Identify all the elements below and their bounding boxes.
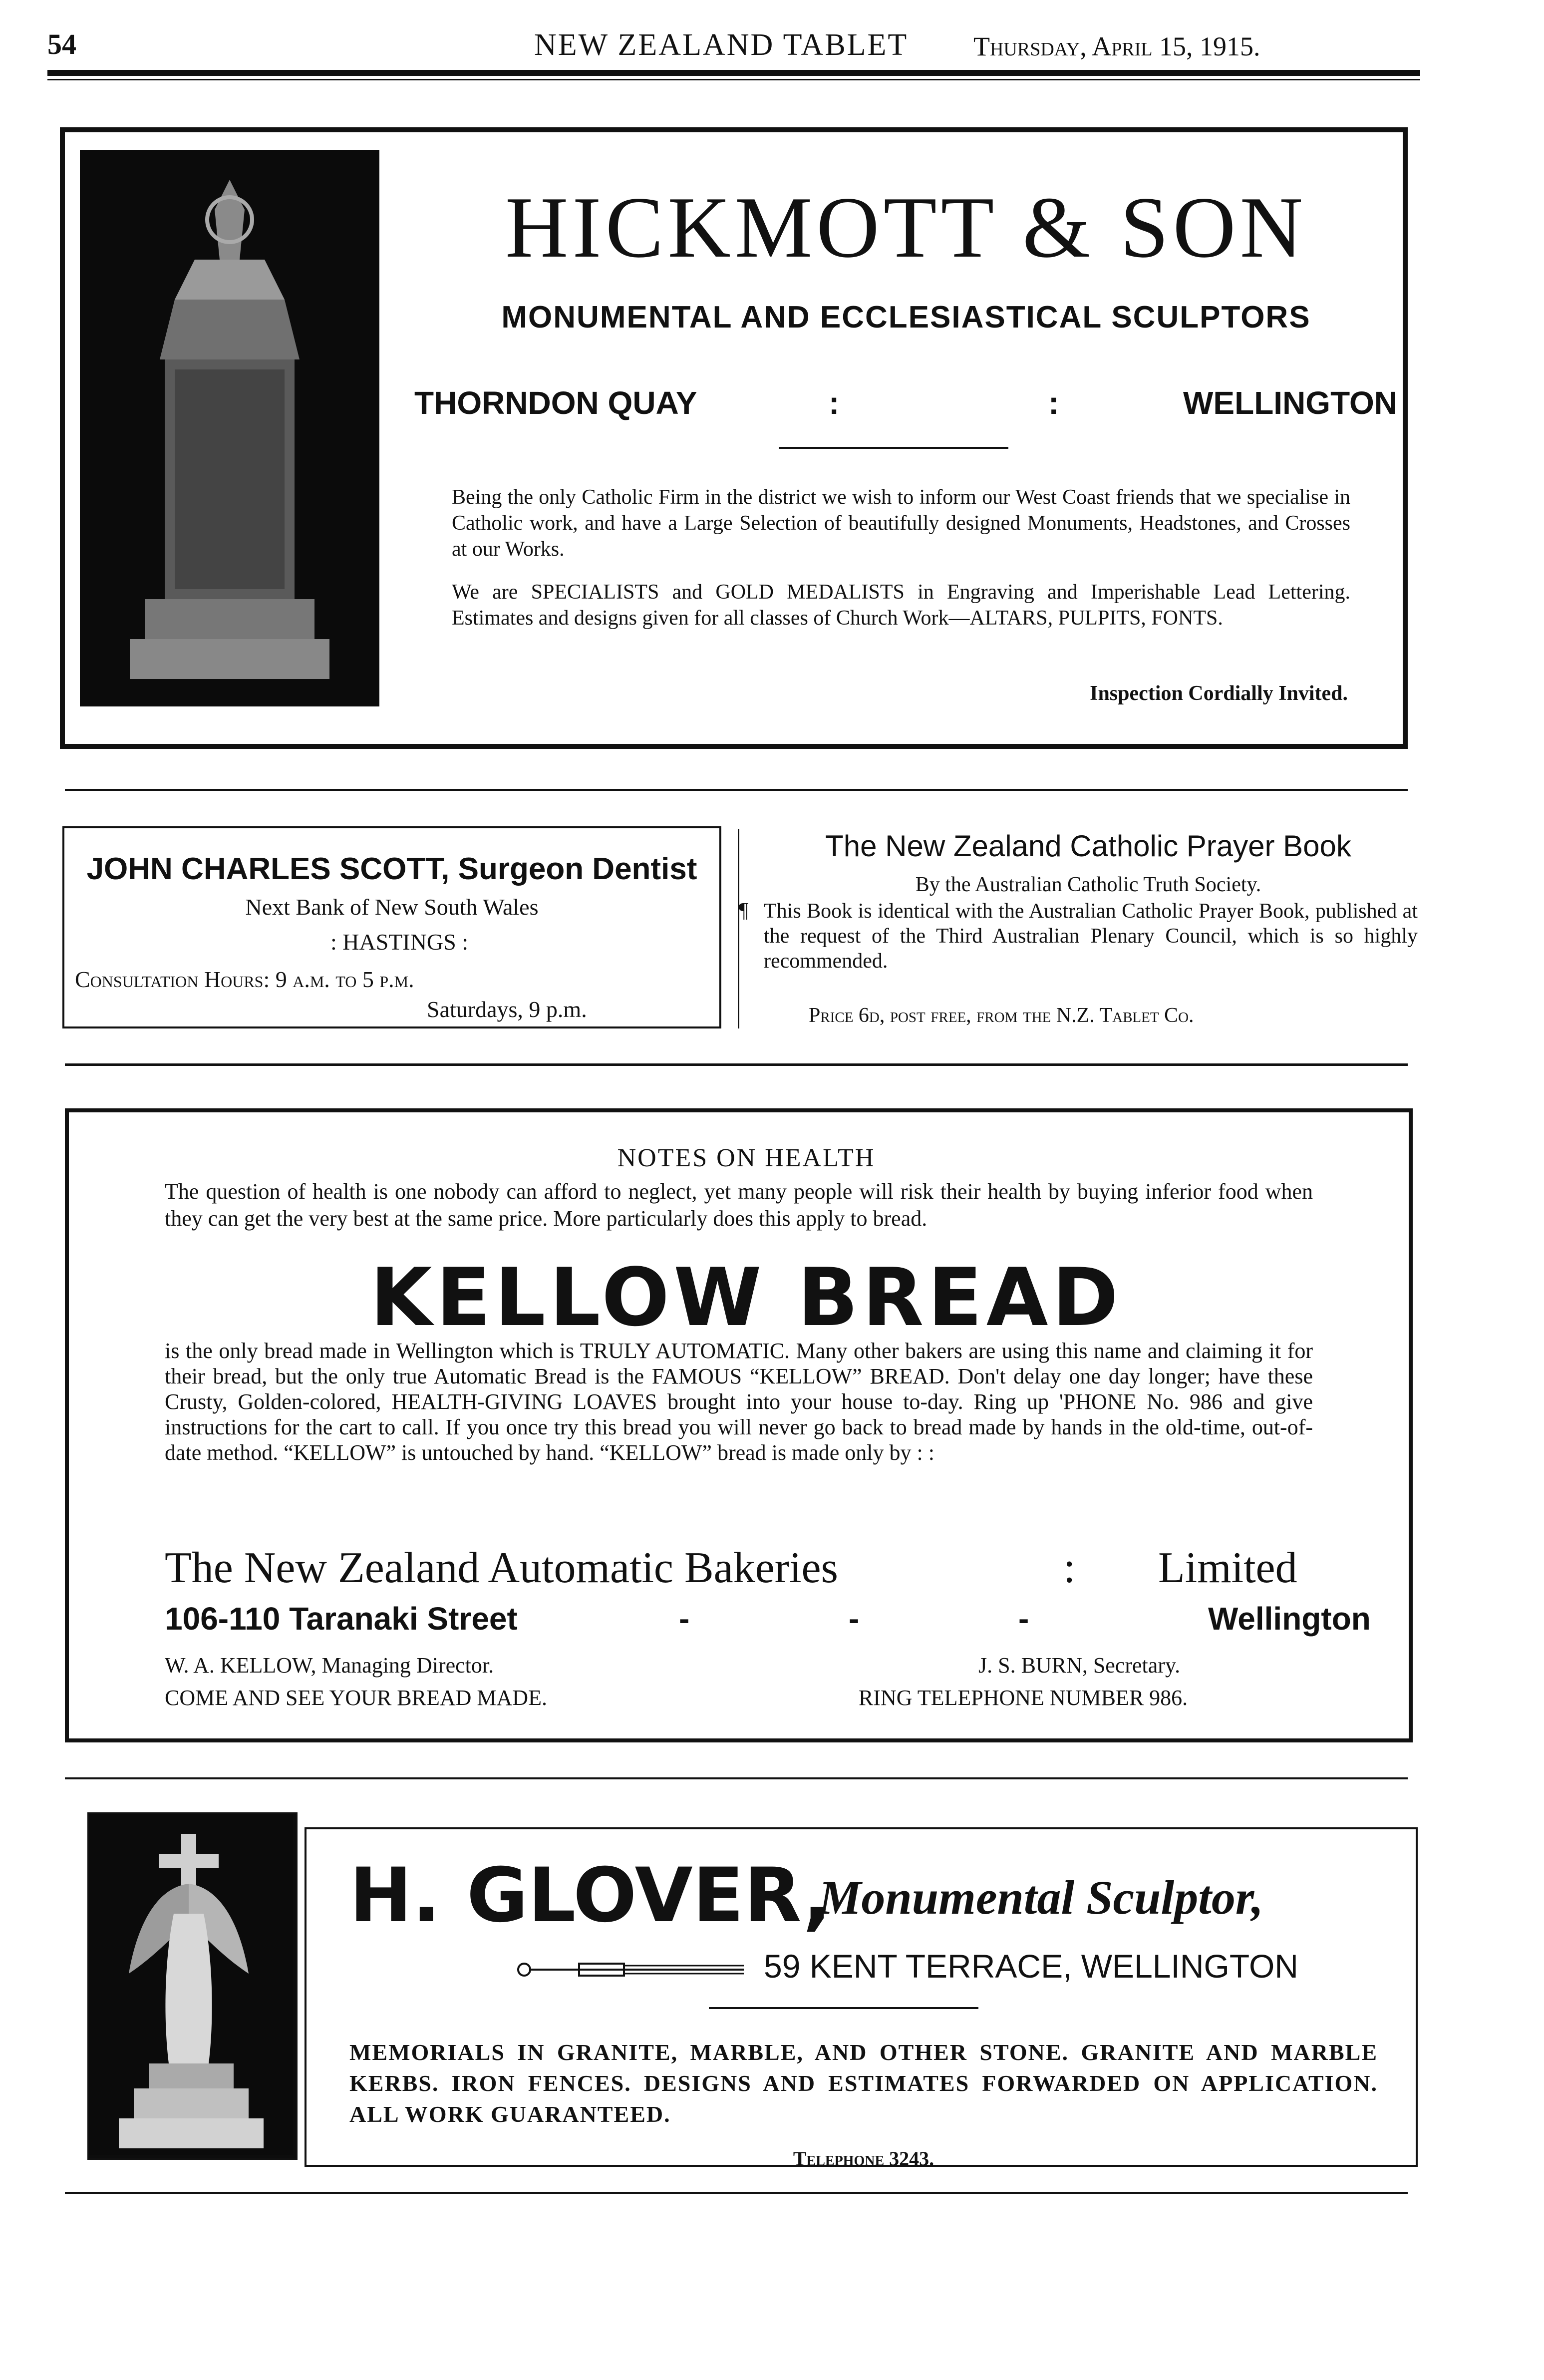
header-rule-thin	[47, 79, 1420, 80]
prayer-book-byline: By the Australian Catholic Truth Society.	[915, 873, 1261, 896]
pilcrow-icon: ¶	[739, 899, 749, 922]
hickmott-paragraph-1: Being the only Catholic Firm in the district we wish to inform our West Coast friends that we specialise in Catholic work, and have a Large Selection of beautifully designed Monuments, Headstones, and Crosses at our Works.	[452, 486, 1350, 561]
prayer-book-title: The New Zealand Catholic Prayer Book	[825, 829, 1351, 863]
divider	[779, 447, 1008, 449]
glover-address: 59 KENT TERRACE, WELLINGTON	[764, 1948, 1298, 1985]
kellow-telephone: RING TELEPHONE NUMBER 986.	[859, 1686, 1188, 1710]
kellow-street: 106-110 Taranaki Street	[165, 1601, 518, 1637]
kellow-dash: -	[1018, 1601, 1029, 1637]
section-rule	[65, 1063, 1408, 1066]
kellow-invite: COME AND SEE YOUR BREAD MADE.	[165, 1686, 547, 1710]
kellow-city: Wellington	[1208, 1601, 1371, 1637]
hickmott-street: THORNDON QUAY	[414, 385, 697, 421]
kellow-dash: -	[679, 1601, 690, 1637]
dentist-name: JOHN CHARLES SCOTT, Surgeon Dentist	[86, 852, 697, 886]
kellow-company-colon: :	[1063, 1544, 1076, 1592]
address-separator: :	[1048, 385, 1059, 421]
dentist-saturday: Saturdays, 9 p.m.	[427, 997, 587, 1022]
scroll-ornament-icon	[514, 1960, 749, 1980]
kellow-heading: NOTES ON HEALTH	[617, 1144, 876, 1172]
glover-text: MEMORIALS IN GRANITE, MARBLE, AND OTHER STONE. GRANITE AND MARBLE KERBS. IRON FENCES. DESIGNS AND ESTIMATES FORWARDED ON APPLICATION. ALL WORK GUARANTEED.	[349, 2040, 1378, 2127]
address-separator: :	[829, 385, 840, 421]
kellow-body: is the only bread made in Wellington which is TRULY AUTOMATIC. Many other bakers are using this name and claiming it for their bread, but the only true Automatic Bread is the FAMOUS “KELLOW” BREAD. Don't delay one day longer; have these Crusty, Golden-colored, HEALTH-GIVING LOAVES brought into your house to-day. Ring up 'PHONE No. 986 and give instructions for the cart to call. If you once try this bread you will never go back to bread made by hands in the old-time, out-of-date method. “KELLOW” is untouched by hand. “KELLOW” bread is made only by : :	[165, 1339, 1313, 1465]
hickmott-subtitle: MONUMENTAL AND ECCLESIASTICAL SCULPTORS	[501, 300, 1311, 335]
kellow-dash: -	[849, 1601, 860, 1637]
footer-rule	[65, 2192, 1408, 2194]
section-rule	[65, 1777, 1408, 1779]
angel-statue-image	[87, 1812, 298, 2160]
hickmott-city: WELLINGTON	[1183, 385, 1397, 421]
glover-phone: Telephone 3243.	[793, 2147, 934, 2170]
angel-illustration	[89, 1814, 293, 2155]
kellow-manager: W. A. KELLOW, Managing Director.	[165, 1653, 494, 1678]
kellow-secretary: J. S. BURN, Secretary.	[978, 1653, 1181, 1678]
monument-illustration	[80, 150, 379, 706]
prayer-book-body: This Book is identical with the Australian Catholic Prayer Book, published at the request of the Third Australian Plenary Council, which is so highly recommended.	[764, 900, 1418, 973]
hickmott-closing: Inspection Cordially Invited.	[1090, 682, 1348, 705]
dentist-address: Next Bank of New South Wales	[245, 894, 539, 920]
glover-name: H. GLOVER,	[349, 1852, 832, 1939]
hickmott-title: HICKMOTT & SON	[505, 179, 1307, 276]
prayer-book-price: Price 6d, post free, from the N.Z. Tablet Co.	[809, 1004, 1194, 1027]
divider	[709, 2007, 978, 2009]
dentist-town: : HASTINGS :	[330, 929, 469, 955]
header-rule	[47, 70, 1420, 76]
kellow-company: The New Zealand Automatic Bakeries	[165, 1544, 838, 1592]
monument-image	[80, 150, 379, 706]
publication-title: NEW ZEALAND TABLET	[534, 28, 909, 62]
page-number: 54	[47, 28, 76, 60]
hickmott-paragraph-2: We are SPECIALISTS and GOLD MEDALISTS in Engraving and Imperishable Lead Lettering. Estimates and designs given for all classes of Church Work—ALTARS, PULPITS, FONTS.	[452, 581, 1350, 630]
kellow-product: KELLOW BREAD	[370, 1251, 1123, 1344]
dentist-hours: Consultation Hours: 9 a.m. to 5 p.m.	[75, 967, 414, 992]
section-rule	[65, 789, 1408, 791]
issue-date: Thursday, April 15, 1915.	[973, 31, 1260, 61]
glover-title: Monumental Sculptor,	[819, 1871, 1263, 1924]
kellow-company-suffix: Limited	[1158, 1544, 1297, 1592]
kellow-intro: The question of health is one nobody can afford to neglect, yet many people will risk their health by buying inferior food when they can get the very best at the same price. More particularly does this apply to bread.	[165, 1179, 1313, 1231]
